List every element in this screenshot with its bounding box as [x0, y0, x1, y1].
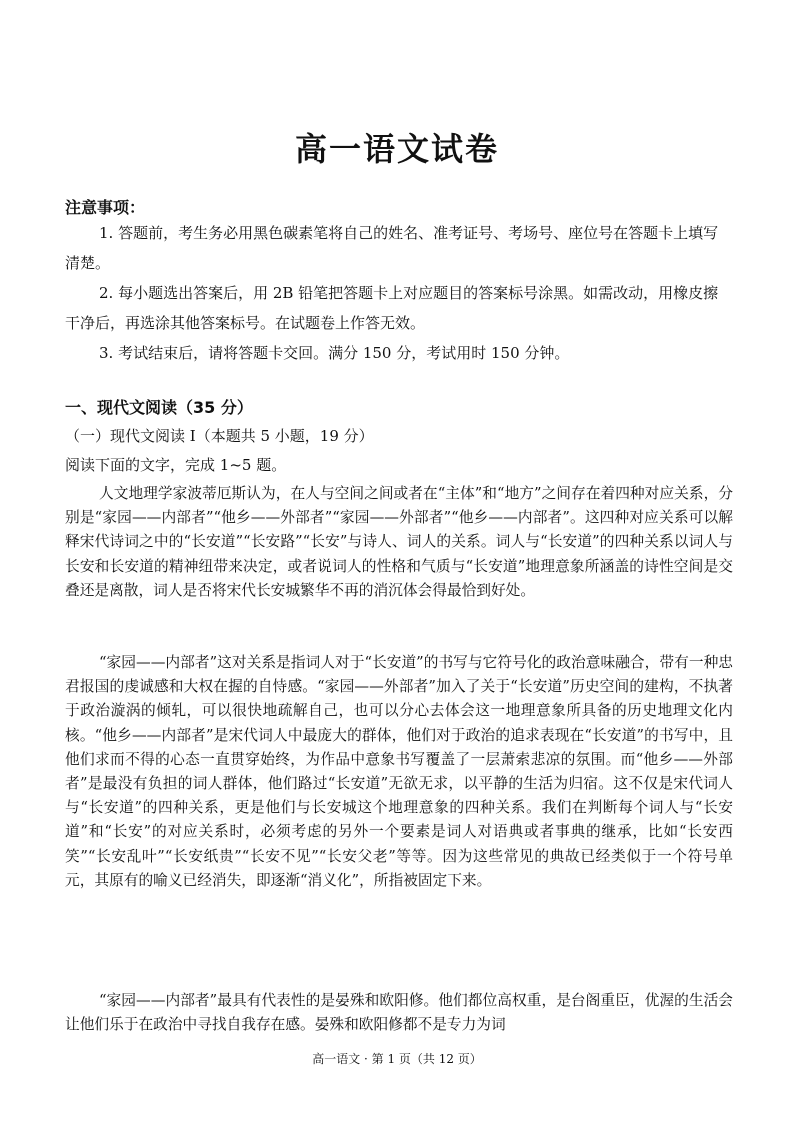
notice-item-1: 1. 答题前，考生务必用黑色碳素笔将自己的姓名、准考证号、考场号、座位号在答题卡上填写清楚。	[65, 224, 719, 272]
passage-paragraph-2: “家园——内部者”这对关系是指词人对于“长安道”的书写与它符号化的政治意味融合，带有一种忠君报国的虔诚感和大权在握的自恃感。“家园——外部者”加入了关于“长安道”历史空间的建构，不执著于政治漩涡的倾轧，可以很快地疏解自己，也可以分心去体会这一地理意象所具备的历史地理文化内核。“他乡——内部者”是宋代词人中最庞大的群体，他们对于政治的追求表现在“长安道”的书写中，且他们求而不得的心态一直贯穿始终，为作品中意象书写覆盖了一层萧索悲凉的氛围。而“他乡——外部者”是最没有负担的词人群体，他们路过“长安道”无欲无求，以平静的生活为归宿。这不仅是宋代词人与“长安道”的四种关系，更是他们与长安城这个地理意象的四种关系。我们在判断每个词人与“长安道”和“长安”的对应关系时，必须考虑的另外一个要素是词人对语典或者事典的继承，比如“长安西笑”“长安乱叶”“长安纸贵”“长安不见”“长安父老”等等。因为这些常见的典故已经类似于一个符号单元，其原有的喻义已经消失，即逐渐“消义化”，所指被固定下来。	[65, 654, 733, 889]
notice-item-2: 2. 每小题选出答案后，用 2B 铅笔把答题卡上对应题目的答案标号涂黑。如需改动，用橡皮擦干净后，再选涂其他答案标号。在试题卷上作答无效。	[65, 284, 719, 332]
section-heading: 一、现代文阅读（35 分）	[65, 398, 253, 417]
notice-item-3: 3. 考试结束后，请将答题卡交回。满分 150 分，考试用时 150 分钟。	[99, 344, 570, 362]
section-subheading: （一）现代文阅读 I（本题共 5 小题，19 分）	[65, 427, 374, 445]
page-footer: 高一语文 · 第 1 页（共 12 页）	[312, 1052, 482, 1066]
passage-paragraph-3: “家园——内部者”最具有代表性的是晏殊和欧阳修。他们都位高权重，是台阁重臣，优渥的生活会让他们乐于在政治中寻找自我存在感。晏殊和欧阳修都不是专力为词	[65, 992, 733, 1034]
passage-paragraph-1: 人文地理学家波蒂厄斯认为，在人与空间之间或者在“主体”和“地方”之间存在着四种对应关系，分别是“家园——内部者”“他乡——外部者”“家园——外部者”“他乡——内部者”。这四种对应关系可以解释宋代诗词之中的“长安道”“长安路”“长安”与诗人、词人的关系。词人与“长安道”的四种关系以词人与长安和长安道的精神纽带来决定，或者说词人的性格和气质与“长安道”地理意象所涵盖的诗性空间是交叠还是离散，词人是否将宋代长安城繁华不再的消沉体会得最恰到好处。	[65, 485, 733, 599]
notice-heading: 注意事项：	[65, 198, 146, 217]
reading-instruction: 阅读下面的文字，完成 1~5 题。	[65, 456, 287, 474]
page-title: 高一语文试卷	[294, 130, 499, 168]
